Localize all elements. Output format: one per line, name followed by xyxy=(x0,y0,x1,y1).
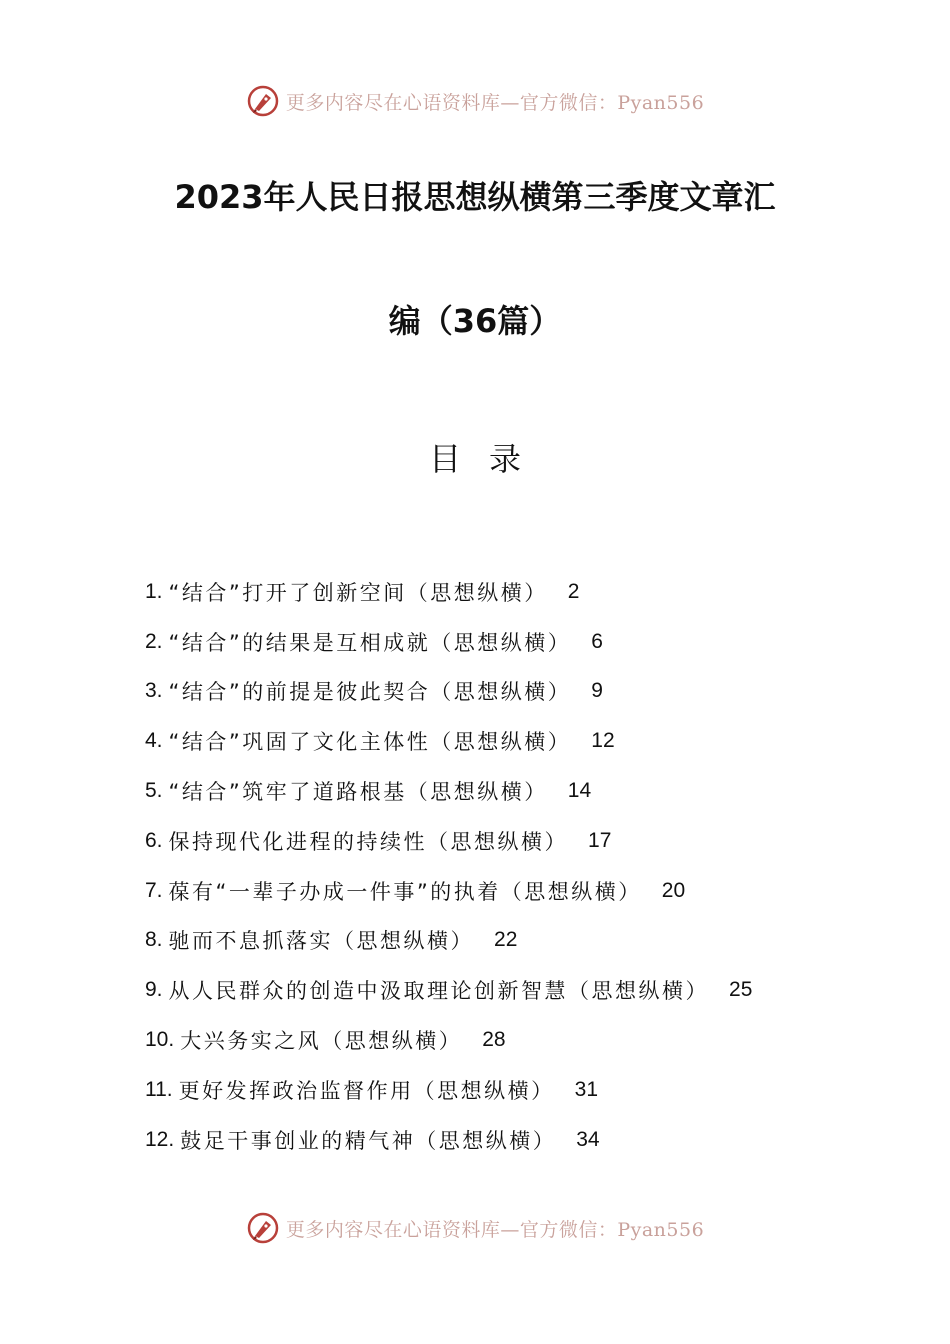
toc-item-number: 4. xyxy=(145,729,163,753)
toc-item-page: 34 xyxy=(576,1127,600,1151)
toc-item-number: 11. xyxy=(145,1077,173,1101)
header-banner-text: 更多内容尽在心语资料库—官方微信：Pyan556 xyxy=(285,91,705,114)
toc-item-title: 葆有“一辈子办成一件事”的执着（思想纵横） xyxy=(168,879,642,904)
toc-item-number: 6. xyxy=(145,828,163,852)
toc-item-title: 鼓足干事创业的精气神（思想纵横） xyxy=(180,1128,557,1153)
toc-item-page: 31 xyxy=(574,1077,598,1101)
toc-item-title: 保持现代化进程的持续性（思想纵横） xyxy=(168,829,569,854)
toc-item-title: “结合”筑牢了道路根基（思想纵横） xyxy=(168,780,548,805)
toc-item-page: 22 xyxy=(494,928,518,952)
table-of-contents xyxy=(145,567,835,1165)
toc-item-number: 12. xyxy=(145,1127,175,1151)
toc-item-number: 10. xyxy=(145,1028,175,1052)
toc-item[interactable] xyxy=(145,716,835,766)
toc-item-page: 25 xyxy=(729,978,753,1002)
toc-item[interactable] xyxy=(145,866,835,916)
toc-item[interactable] xyxy=(145,667,835,717)
toc-item[interactable] xyxy=(145,916,835,966)
toc-item[interactable] xyxy=(145,1065,835,1115)
toc-item-page: 2 xyxy=(567,579,580,603)
toc-item-title: “结合”的结果是互相成就（思想纵横） xyxy=(168,630,572,655)
toc-item-title: “结合”的前提是彼此契合（思想纵横） xyxy=(168,680,572,705)
toc-item[interactable] xyxy=(145,1015,835,1065)
toc-item[interactable] xyxy=(145,1115,835,1165)
toc-item-title: “结合”打开了创新空间（思想纵横） xyxy=(168,580,548,605)
pen-nib-logo-icon xyxy=(246,1211,280,1245)
toc-item[interactable] xyxy=(145,766,835,816)
toc-item[interactable] xyxy=(145,617,835,667)
toc-item-title: 更好发挥政治监督作用（思想纵横） xyxy=(178,1078,555,1103)
toc-item[interactable] xyxy=(145,567,835,617)
footer-banner xyxy=(0,1211,950,1245)
toc-item-number: 7. xyxy=(145,878,163,902)
footer-banner-text: 更多内容尽在心语资料库—官方微信：Pyan556 xyxy=(285,1218,705,1241)
toc-item-page: 9 xyxy=(591,679,603,703)
toc-heading: 目录 xyxy=(428,440,549,478)
toc-item-number: 8. xyxy=(145,928,163,952)
toc-item-page: 20 xyxy=(661,878,686,902)
toc-item[interactable] xyxy=(145,816,835,866)
toc-item-title: 大兴务实之风（思想纵横） xyxy=(180,1029,463,1054)
toc-item-number: 1. xyxy=(145,579,163,603)
toc-item-page: 28 xyxy=(482,1028,506,1052)
header-banner xyxy=(0,84,950,118)
toc-item-title: 驰而不息抓落实（思想纵横） xyxy=(168,929,475,954)
toc-item-page: 6 xyxy=(591,629,603,653)
toc-item-number: 3. xyxy=(145,679,163,703)
toc-item-page: 17 xyxy=(588,828,612,852)
toc-item-title: “结合”巩固了文化主体性（思想纵横） xyxy=(168,730,572,755)
toc-item-number: 5. xyxy=(145,779,163,803)
toc-item-number: 2. xyxy=(145,629,163,653)
pen-nib-logo-icon xyxy=(246,84,280,118)
document-title-line-1: 2023年人民日报思想纵横第三季度文章汇 xyxy=(174,178,776,216)
toc-item-title: 从人民群众的创造中汲取理论创新智慧（思想纵横） xyxy=(168,979,710,1004)
toc-item-page: 12 xyxy=(591,729,615,753)
toc-item-number: 9. xyxy=(145,978,163,1002)
toc-item-page: 14 xyxy=(567,779,592,803)
toc-item[interactable] xyxy=(145,965,835,1015)
document-title-line-2: 编（36篇） xyxy=(388,302,562,340)
